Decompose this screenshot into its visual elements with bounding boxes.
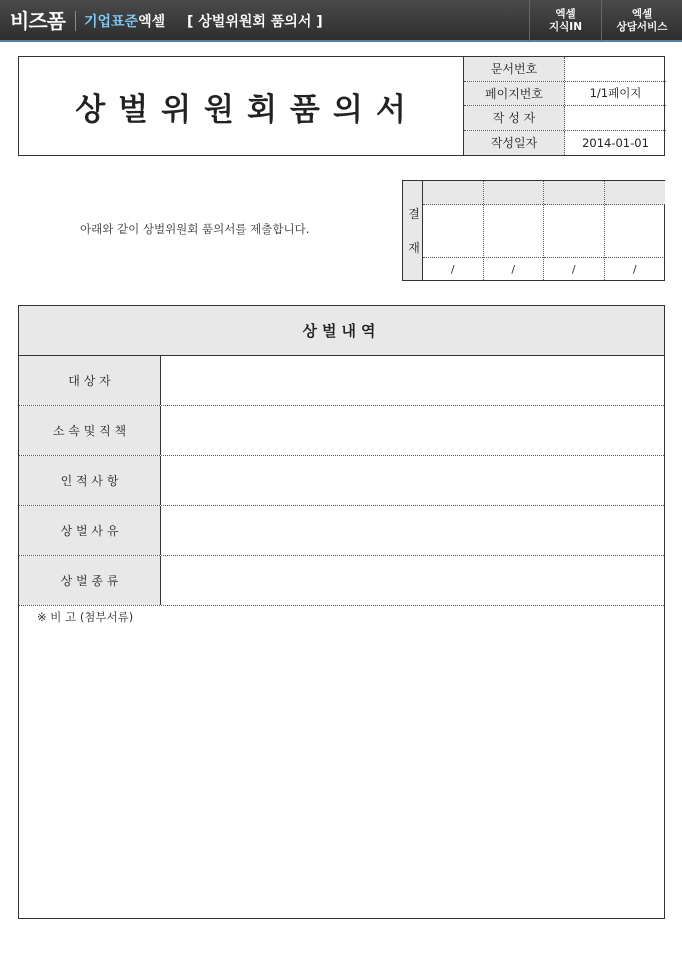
approval-column: [423, 181, 484, 280]
details-label: 소 속 및 직 책: [19, 406, 161, 455]
meta-value[interactable]: 2014-01-01: [582, 135, 649, 150]
meta-value[interactable]: 1/1페이지: [589, 86, 642, 101]
meta-row-doc-number: [464, 57, 666, 82]
meta-label: 페이지번호: [464, 82, 565, 106]
details-row-affiliation: [19, 406, 664, 456]
approval-date-cell[interactable]: /: [423, 257, 483, 280]
approval-label-top: 결: [408, 207, 420, 221]
approval-date-cell[interactable]: /: [605, 257, 666, 280]
meta-row-date: [464, 131, 666, 156]
nav-line1: 엑셀: [555, 8, 576, 20]
remarks-label[interactable]: ※ 비 고 (첨부서류): [37, 610, 134, 624]
meta-label: 작 성 자: [464, 106, 565, 130]
nav-line2: 지식IN: [549, 21, 582, 33]
document-label: [ 상벌위원회 품의서 ]: [187, 14, 323, 30]
document-meta-table: [463, 57, 665, 155]
details-row-personal-info: [19, 456, 664, 506]
approval-label-bottom: 재: [408, 241, 420, 255]
excel-consulting-button[interactable]: [601, 0, 682, 42]
brand-text: 기업표준: [84, 14, 139, 30]
approval-date-cell[interactable]: /: [484, 257, 544, 280]
excel-knowledge-in-button[interactable]: [529, 0, 601, 42]
brand-excel-text: 엑셀: [138, 14, 166, 30]
approval-date-cell[interactable]: /: [544, 257, 604, 280]
details-label: 상 벌 종 류: [19, 556, 161, 605]
top-banner: [0, 0, 682, 42]
bizforms-logo[interactable]: 비즈폼: [10, 9, 65, 33]
document-header: [18, 56, 665, 156]
intro-text: 아래와 같이 상벌위원회 품의서를 제출합니다.: [80, 222, 310, 236]
details-row-reason: [19, 506, 664, 556]
approval-column: [605, 181, 666, 280]
meta-value[interactable]: [565, 106, 666, 130]
nav-line1: 엑셀: [631, 8, 653, 20]
approval-title-cell[interactable]: [423, 181, 483, 205]
brand-label: [84, 11, 165, 31]
approval-label: [403, 181, 423, 280]
details-heading: 상벌내역: [19, 306, 664, 356]
details-value[interactable]: [161, 356, 664, 405]
details-table: [18, 305, 665, 919]
approval-box: [402, 180, 665, 281]
details-row-type: [19, 556, 664, 606]
meta-row-page-number: [464, 82, 666, 107]
approval-title-cell[interactable]: [544, 181, 604, 205]
details-value[interactable]: [161, 456, 664, 505]
details-label: 인 적 사 항: [19, 456, 161, 505]
details-label: 대 상 자: [19, 356, 161, 405]
approval-title-cell[interactable]: [484, 181, 544, 205]
details-value[interactable]: [161, 556, 664, 605]
approval-title-cell[interactable]: [605, 181, 666, 205]
approval-column: [544, 181, 605, 280]
details-row-target: [19, 356, 664, 406]
meta-value[interactable]: [565, 57, 666, 81]
logo-divider: [75, 11, 76, 31]
meta-label: 작성일자: [464, 131, 565, 156]
details-value[interactable]: [161, 406, 664, 455]
approval-column: [484, 181, 545, 280]
details-label: 상 벌 사 유: [19, 506, 161, 555]
document-title: 상벌위원회품의서: [75, 91, 419, 128]
nav-line2: 상담서비스: [616, 21, 668, 33]
meta-label: 문서번호: [464, 57, 565, 81]
details-value[interactable]: [161, 506, 664, 555]
meta-row-author: [464, 106, 666, 131]
